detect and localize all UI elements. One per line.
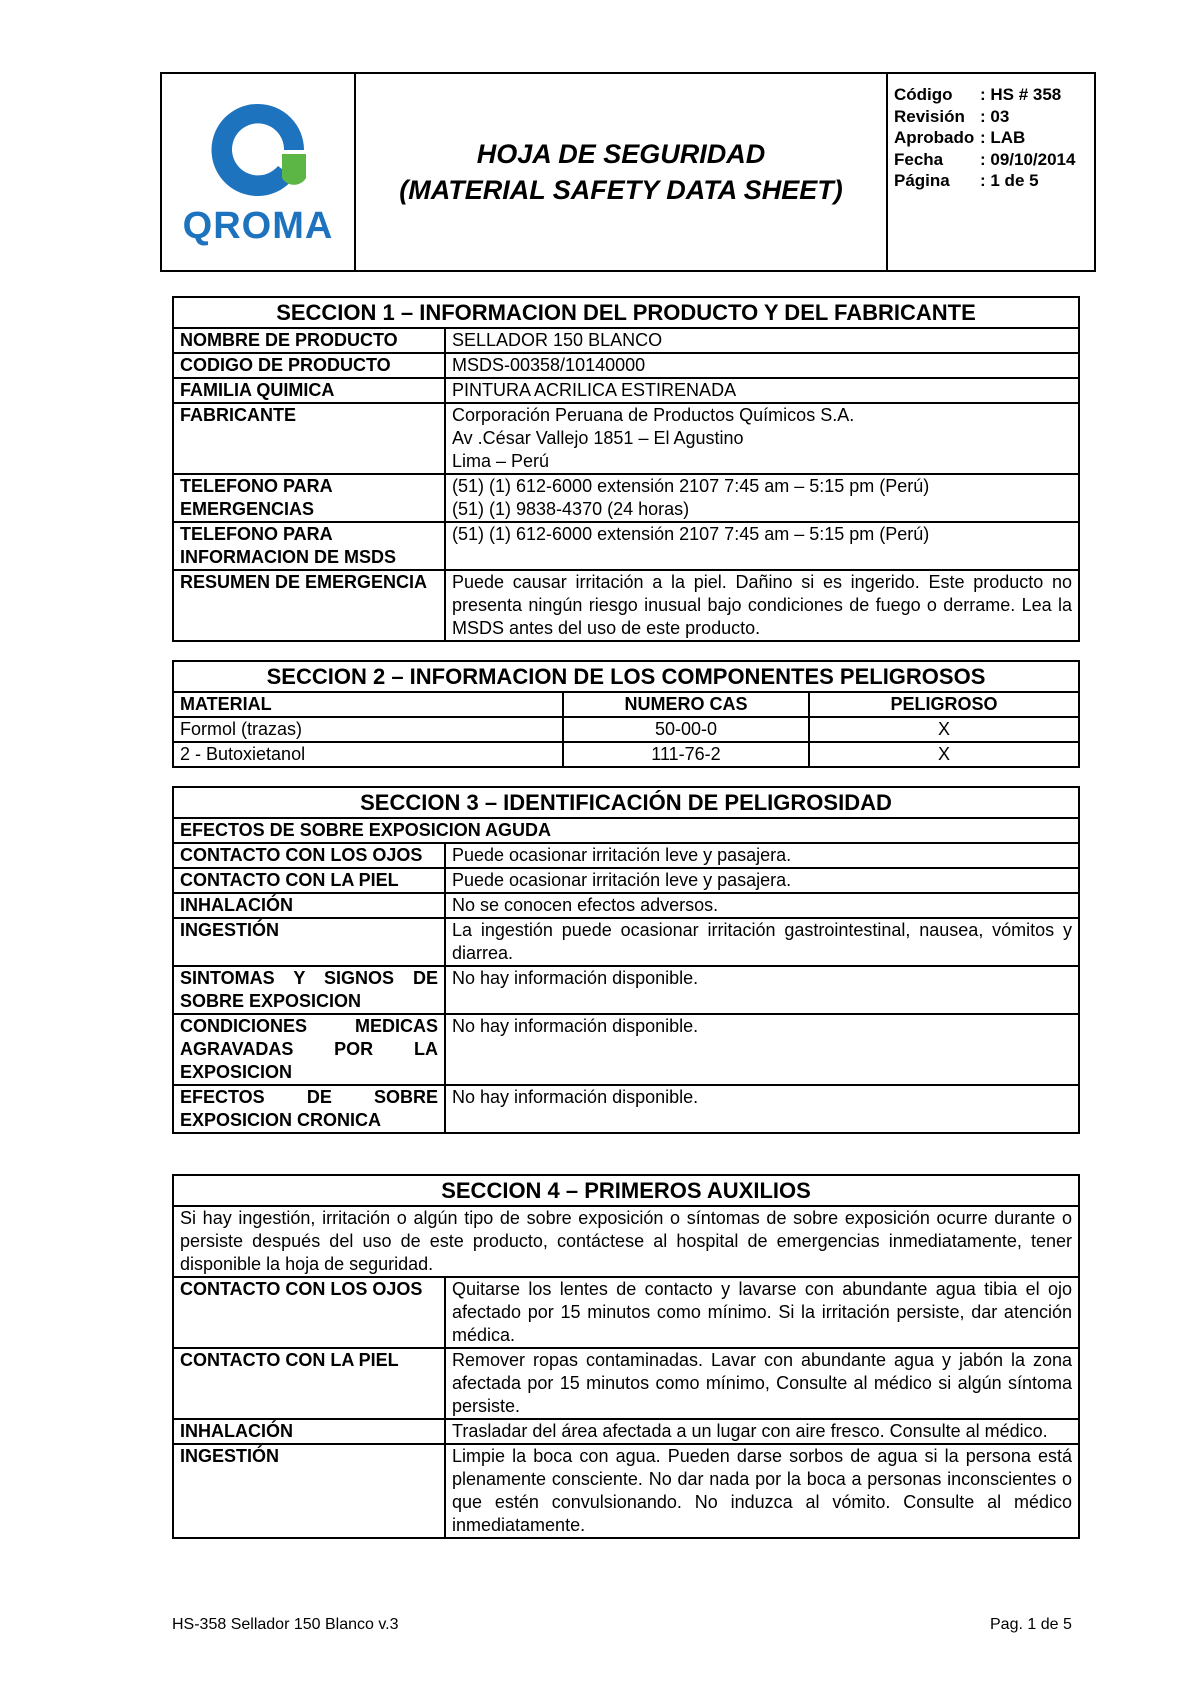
meta-value: : HS # 358	[980, 85, 1062, 104]
section-3-title: SECCION 3 – IDENTIFICACIÓN DE PELIGROSIDAD	[173, 787, 1079, 818]
section-4-title: SECCION 4 – PRIMEROS AUXILIOS	[173, 1175, 1079, 1206]
meta-line	[894, 170, 1088, 192]
document-title	[355, 73, 887, 271]
row-label: INHALACIÓN	[173, 1419, 445, 1444]
col-header-peligroso: PELIGROSO	[809, 692, 1079, 717]
table-row	[173, 893, 1079, 918]
row-value: No hay información disponible.	[445, 1085, 1079, 1133]
value-line: (51) (1) 9838-4370 (24 horas)	[452, 499, 690, 519]
row-value: No hay información disponible.	[445, 1014, 1079, 1085]
qroma-logo-icon	[198, 96, 318, 206]
table-cell: X	[809, 717, 1079, 742]
row-label: CODIGO DE PRODUCTO	[173, 353, 445, 378]
section-4-intro: Si hay ingestión, irritación o algún tipo de sobre exposición o síntomas de sobre exposición ocurre durante o persiste después del uso de este producto, contáctese al hospital de emergencias inmediatamente, tener disponible la hoja de seguridad.	[173, 1206, 1079, 1277]
value-line: Av .César Vallejo 1851 – El Agustino	[452, 428, 744, 448]
table-row	[173, 378, 1079, 403]
row-label: CONDICIONES MEDICAS AGRAVADAS POR LA EXPOSICION	[173, 1014, 445, 1085]
row-value	[445, 522, 1079, 570]
col-header-material: MATERIAL	[173, 692, 563, 717]
row-label: INHALACIÓN	[173, 893, 445, 918]
row-value	[445, 328, 1079, 353]
value-line: SELLADOR 150 BLANCO	[452, 330, 663, 350]
footer-page-number: Pag. 1 de 5	[990, 1616, 1072, 1633]
section-3-subtitle: EFECTOS DE SOBRE EXPOSICION AGUDA	[173, 818, 1079, 843]
row-label: TELEFONO PARA INFORMACION DE MSDS	[173, 522, 445, 570]
row-value	[445, 353, 1079, 378]
row-value: No hay información disponible.	[445, 966, 1079, 1014]
table-row	[173, 403, 1079, 474]
table-row	[173, 1348, 1079, 1419]
table-cell: 50-00-0	[563, 717, 809, 742]
table-row	[173, 918, 1079, 966]
table-row	[173, 1014, 1079, 1085]
table-row	[173, 570, 1079, 641]
row-value: No se conocen efectos adversos.	[445, 893, 1079, 918]
table-row	[173, 966, 1079, 1014]
table-row	[173, 1085, 1079, 1133]
row-label: CONTACTO CON LOS OJOS	[173, 843, 445, 868]
table-row	[173, 474, 1079, 522]
row-label: EFECTOS DE SOBRE EXPOSICION CRONICA	[173, 1085, 445, 1133]
table-row	[173, 742, 1079, 767]
row-label: CONTACTO CON LA PIEL	[173, 1348, 445, 1419]
row-label: RESUMEN DE EMERGENCIA	[173, 570, 445, 641]
row-label: INGESTIÓN	[173, 918, 445, 966]
row-value: Puede ocasionar irritación leve y pasajera.	[445, 868, 1079, 893]
row-value	[445, 570, 1079, 641]
value-line: (51) (1) 612-6000 extensión 2107 7:45 am – 5:15 pm (Perú)	[452, 476, 930, 496]
section-1-title: SECCION 1 – INFORMACION DEL PRODUCTO Y DEL FABRICANTE	[173, 297, 1079, 328]
document-meta	[887, 73, 1095, 271]
meta-value: : LAB	[980, 128, 1026, 147]
meta-value: : 03	[980, 106, 1010, 126]
meta-line	[894, 84, 1088, 106]
meta-label: Página	[894, 171, 950, 190]
document-header	[160, 72, 1096, 272]
table-cell: 2 - Butoxietanol	[173, 742, 563, 767]
section-2-table	[172, 660, 1080, 768]
value-line: Lima – Perú	[452, 451, 550, 471]
table-cell: 111-76-2	[563, 742, 809, 767]
row-value: Trasladar del área afectada a un lugar con aire fresco. Consulte al médico.	[445, 1419, 1079, 1444]
row-label: FAMILIA QUIMICA	[173, 378, 445, 403]
meta-line	[894, 127, 1088, 149]
table-row	[173, 868, 1079, 893]
row-value: Puede ocasionar irritación leve y pasajera.	[445, 843, 1079, 868]
row-value: Quitarse los lentes de contacto y lavarse con abundante agua tibia el ojo afectado por 15 minutos como mínimo. Si la irritación persiste, dar atención médica.	[445, 1277, 1079, 1348]
table-row	[173, 1419, 1079, 1444]
logo-text: QROMA	[182, 205, 334, 247]
row-value	[445, 403, 1079, 474]
row-value	[445, 474, 1079, 522]
table-cell: Formol (trazas)	[173, 717, 563, 742]
meta-line	[894, 149, 1088, 171]
logo-cell	[161, 73, 355, 271]
table-cell: X	[809, 742, 1079, 767]
row-value	[445, 378, 1079, 403]
row-value: La ingestión puede ocasionar irritación gastrointestinal, nausea, vómitos y diarrea.	[445, 918, 1079, 966]
table-row	[173, 328, 1079, 353]
value-line: Puede causar irritación a la piel. Dañino si es ingerido. Este producto no presenta ningún riesgo inusual bajo condiciones de fuego o derrame. Lea la MSDS antes del uso de este producto.	[452, 572, 1072, 638]
value-line: (51) (1) 612-6000 extensión 2107 7:45 am – 5:15 pm (Perú)	[452, 524, 930, 544]
row-value: Limpie la boca con agua. Pueden darse sorbos de agua si la persona está plenamente consciente. No dar nada por la boca a personas inconscientes o que estén convulsionando. No induzca al vómito. Consulte al médico inmediatamente.	[445, 1444, 1079, 1538]
section-2-title: SECCION 2 – INFORMACION DE LOS COMPONENTES PELIGROSOS	[173, 661, 1079, 692]
table-row	[173, 353, 1079, 378]
meta-value: : 1 de 5	[980, 171, 1039, 190]
meta-label: Fecha	[894, 149, 944, 169]
meta-label: Código	[894, 85, 953, 104]
col-header-cas: NUMERO CAS	[563, 692, 809, 717]
table-row	[173, 843, 1079, 868]
row-label: CONTACTO CON LA PIEL	[173, 868, 445, 893]
meta-value: : 09/10/2014	[980, 149, 1076, 169]
title-line-2: (MATERIAL SAFETY DATA SHEET)	[399, 175, 843, 205]
value-line: PINTURA ACRILICA ESTIRENADA	[452, 380, 737, 400]
section-4-table	[172, 1174, 1080, 1539]
row-label: CONTACTO CON LOS OJOS	[173, 1277, 445, 1348]
meta-label: Revisión	[894, 106, 965, 126]
row-label: SINTOMAS Y SIGNOS DE SOBRE EXPOSICION	[173, 966, 445, 1014]
table-row	[173, 717, 1079, 742]
table-row	[173, 1444, 1079, 1538]
footer-document-id: HS-358 Sellador 150 Blanco v.3	[172, 1616, 399, 1633]
table-row	[173, 522, 1079, 570]
row-label: TELEFONO PARA EMERGENCIAS	[173, 474, 445, 522]
value-line: Corporación Peruana de Productos Químicos S.A.	[452, 405, 855, 425]
table-row	[173, 1277, 1079, 1348]
row-label: FABRICANTE	[173, 403, 445, 474]
row-label: NOMBRE DE PRODUCTO	[173, 328, 445, 353]
value-line: MSDS-00358/10140000	[452, 355, 646, 375]
section-3-table	[172, 786, 1080, 1134]
row-value: Remover ropas contaminadas. Lavar con abundante agua y jabón la zona afectada por 15 minutos como mínimo, Consulte al médico si algún síntoma persiste.	[445, 1348, 1079, 1419]
title-line-1: HOJA DE SEGURIDAD	[476, 139, 766, 169]
meta-line	[894, 106, 1088, 128]
section-1-table	[172, 296, 1080, 642]
meta-label: Aprobado	[894, 128, 975, 147]
row-label: INGESTIÓN	[173, 1444, 445, 1538]
